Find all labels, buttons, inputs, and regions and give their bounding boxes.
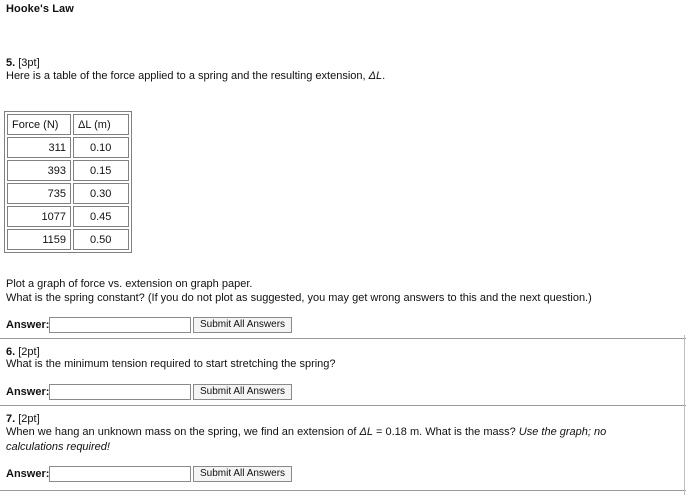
force-extension-table (4, 111, 132, 253)
question-5-question: What is the spring constant? (If you do not plot as suggested, you may get wrong answers to this and the next question.) (6, 292, 592, 304)
question-7-text: When we hang an unknown mass on the spring, we find an extension of (6, 426, 360, 438)
table-header-force: Force (N) (7, 114, 71, 135)
question-5-intro-text: Here is a table of the force applied to a spring and the resulting extension, (6, 70, 369, 82)
question-6-points: [2pt] (18, 346, 40, 358)
divider (0, 405, 686, 406)
answer-label: Answer: (6, 468, 50, 480)
table-row (7, 206, 129, 227)
table-cell-force: 1077 (7, 206, 71, 227)
table-cell-extension: 0.45 (73, 206, 129, 227)
question-6-number: 6. (6, 346, 16, 358)
submit-all-answers-button[interactable]: Submit All Answers (193, 384, 292, 400)
question-5-instruction: Plot a graph of force vs. extension on graph paper. (6, 278, 253, 290)
table-header-extension: ΔL (m) (73, 114, 129, 135)
table-row (7, 229, 129, 250)
question-7-header (6, 412, 40, 426)
divider (0, 490, 686, 491)
answer-input-5[interactable] (49, 317, 191, 333)
question-7-value: 0.18 m. What is the mass? (385, 426, 519, 438)
table-cell-force: 393 (7, 160, 71, 181)
table-row (7, 160, 129, 181)
table-cell-force: 735 (7, 183, 71, 204)
question-5-number: 5. (6, 57, 16, 69)
question-5-intro-end: . (382, 70, 386, 82)
question-7-question (6, 425, 616, 455)
table-row (7, 137, 129, 158)
submit-all-answers-button[interactable]: Submit All Answers (193, 317, 292, 333)
delta-l-symbol: ΔL (368, 70, 383, 82)
answer-label: Answer: (6, 386, 50, 398)
question-5-header (6, 56, 40, 70)
delta-l-symbol: ΔL (359, 426, 373, 438)
question-5-points: [3pt] (18, 57, 40, 69)
scrollbar[interactable] (684, 335, 685, 495)
table-cell-extension: 0.30 (73, 183, 129, 204)
table-row (7, 183, 129, 204)
divider (0, 338, 686, 339)
table-cell-force: 1159 (7, 229, 71, 250)
answer-input-6[interactable] (49, 384, 191, 400)
question-7-points: [2pt] (18, 413, 40, 425)
question-7-hint: Use the graph; no calculations required! (6, 426, 607, 453)
page-title: Hooke's Law (6, 3, 74, 15)
table-cell-extension: 0.15 (73, 160, 129, 181)
answer-label: Answer: (6, 319, 50, 331)
submit-all-answers-button[interactable]: Submit All Answers (193, 466, 292, 482)
question-5-intro (6, 69, 666, 84)
table-cell-force: 311 (7, 137, 71, 158)
question-7-number: 7. (6, 413, 16, 425)
table-header-row (7, 114, 129, 135)
table-cell-extension: 0.50 (73, 229, 129, 250)
table-cell-extension: 0.10 (73, 137, 129, 158)
answer-input-7[interactable] (49, 466, 191, 482)
equals-sign: = (372, 426, 386, 438)
question-6-question: What is the minimum tension required to start stretching the spring? (6, 358, 336, 370)
